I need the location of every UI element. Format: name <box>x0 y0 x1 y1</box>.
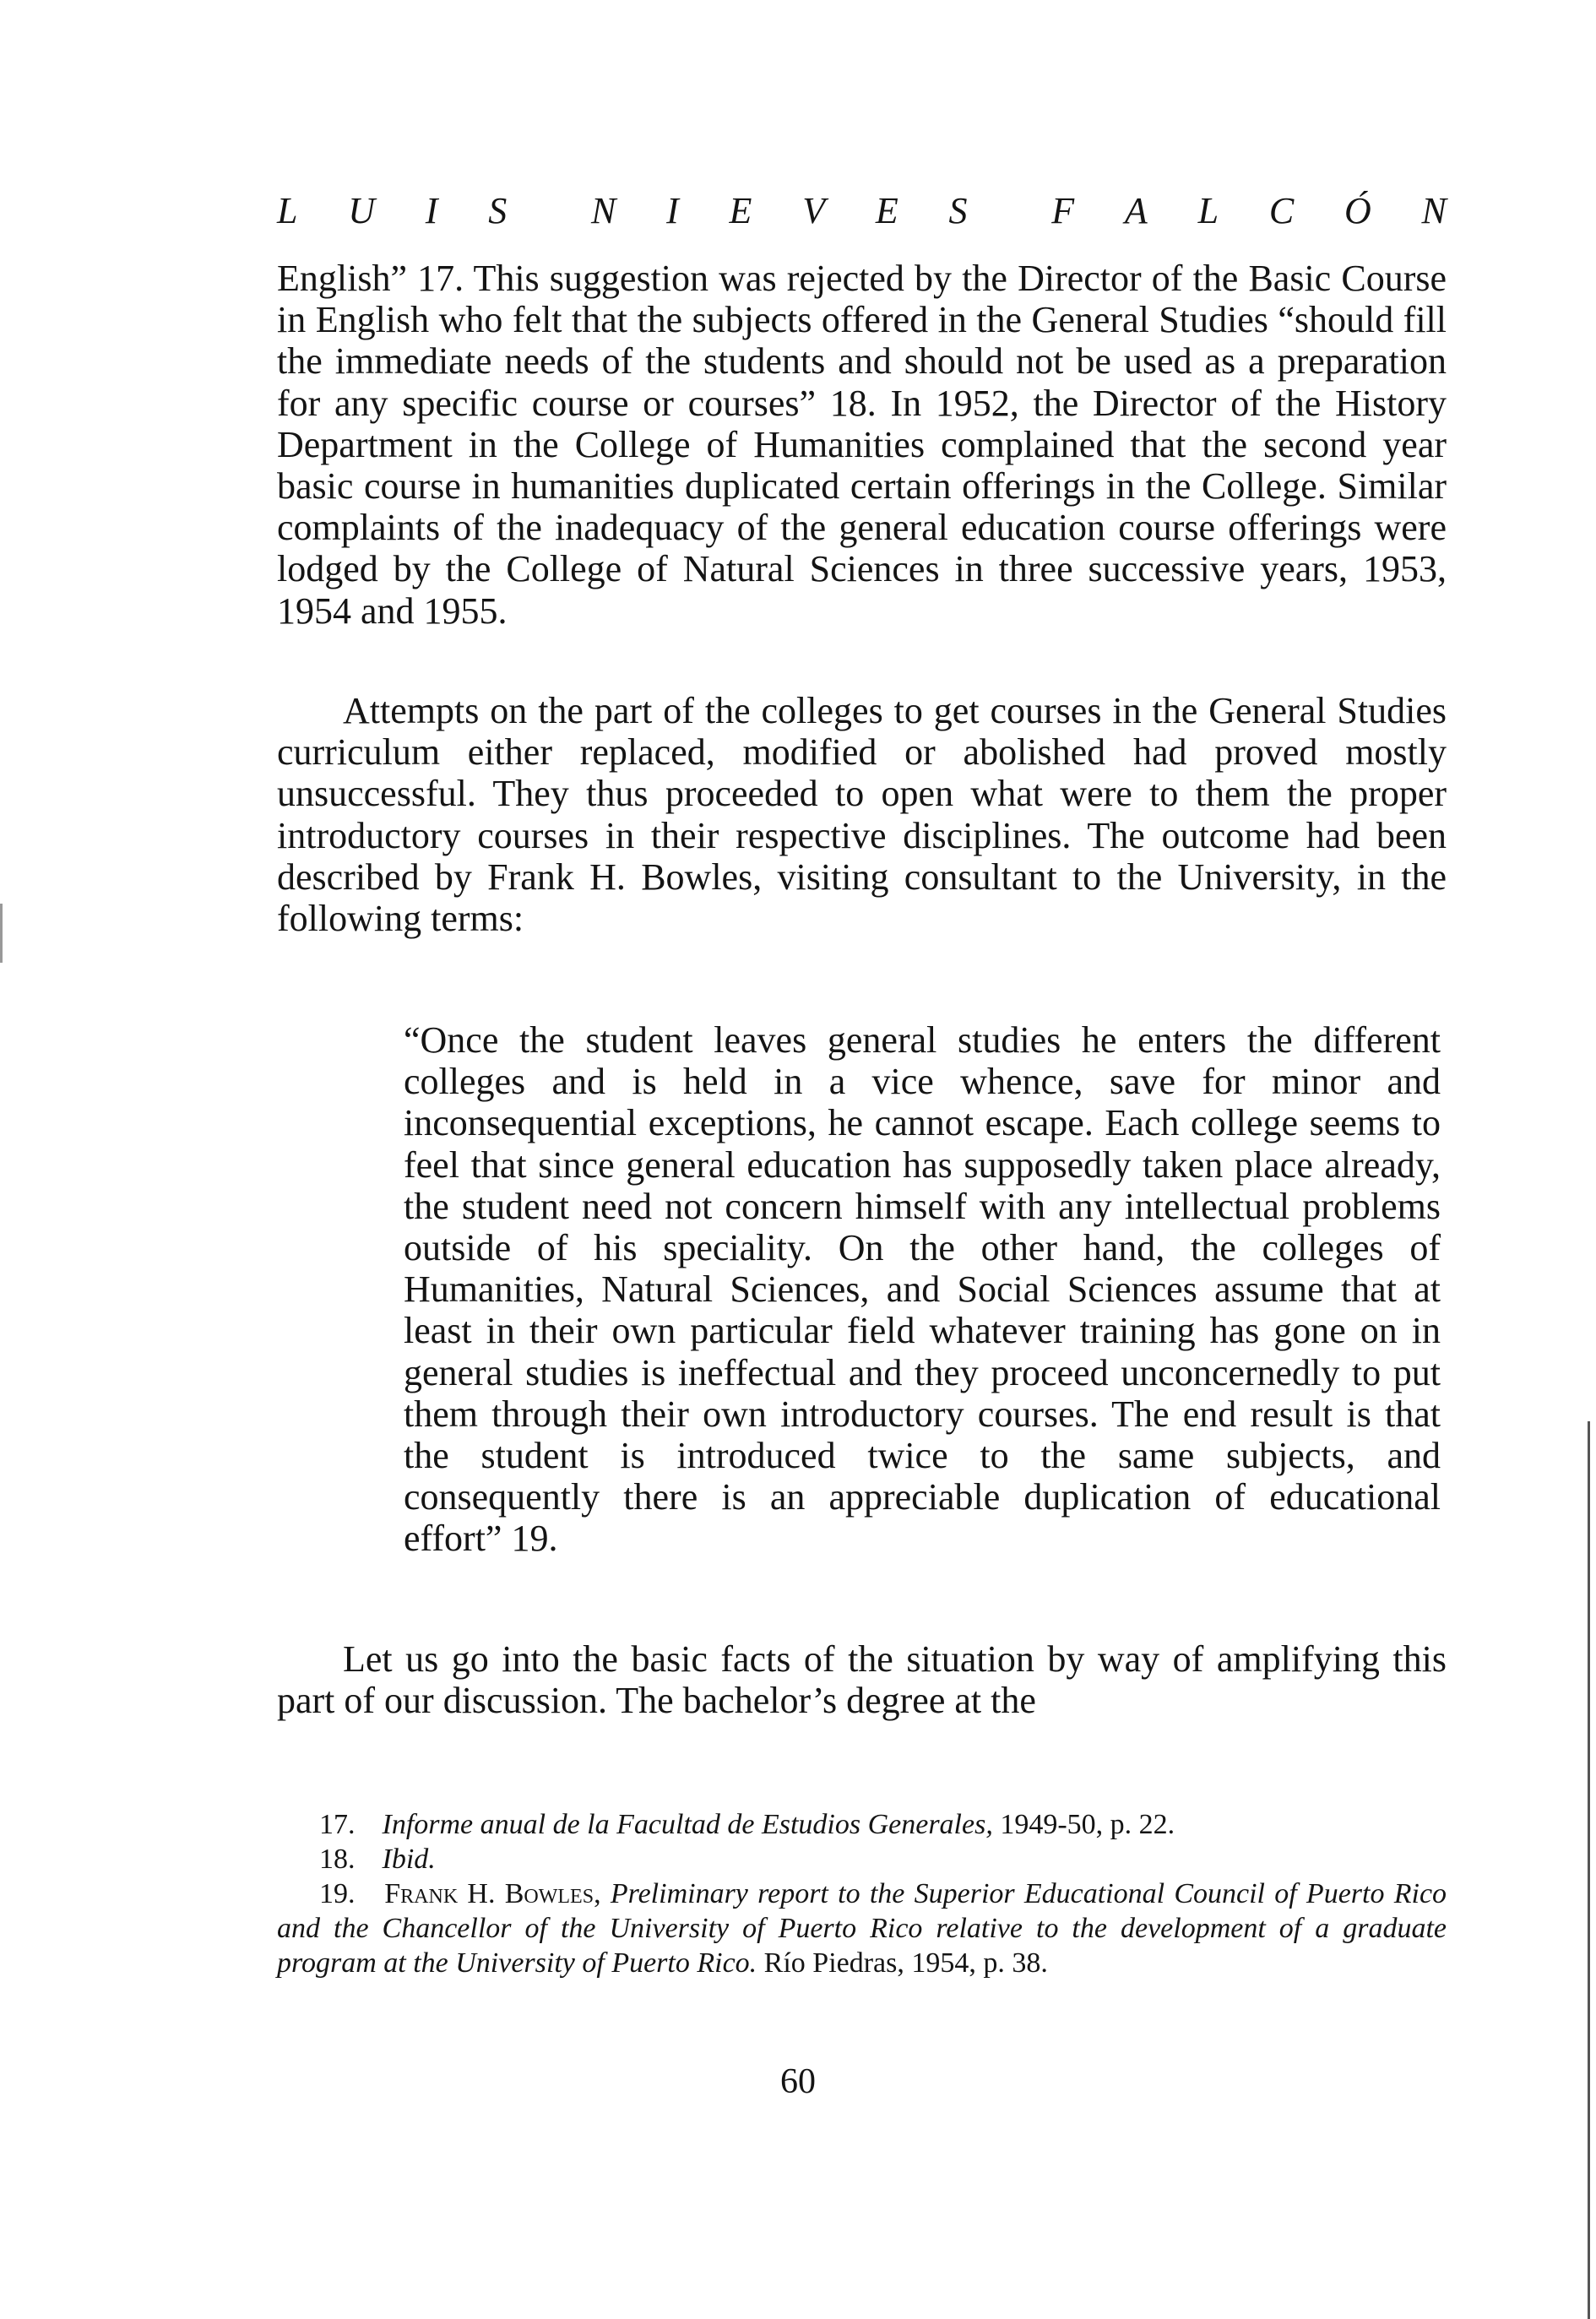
header-letter: V <box>802 190 826 231</box>
header-letter: C <box>1268 190 1295 231</box>
footnote-number: 19. <box>319 1878 356 1909</box>
block-quote: “Once the student leaves general studies he enters the different colleges and is held in a vice whence, save for minor and inconsequential exceptions, he cannot escape. Each college seems to feel that since general education has supposedly taken place already, the student need not concern himself with any intellectual problems outside of his speciality. On the other hand, the colleges of Humanities, Natural Sciences, and Social Sciences assume that at least in their own particular field whatever training has gone on in general studies is ineffectual and they proceed unconcernedly to put them through their own introductory courses. The end result is that the student is introduced twice to the same subjects, and consequently there is an appreciable duplication of educational effort” 19. <box>404 1019 1441 1560</box>
body-paragraph-2: Attempts on the part of the colleges to get courses in the General Studies curriculum either replaced, modified or abolished had proved mostly unsuccessful. They thus proceeded to open what were to them the proper introductory courses in their respective disciplines. The outcome had been described by Frank H. Bowles, visiting consultant to the University, in the following terms: <box>277 690 1447 940</box>
header-letter: E <box>875 190 898 231</box>
header-letter: L <box>1197 190 1219 231</box>
header-letter: Ó <box>1344 190 1371 231</box>
footnotes <box>277 1807 1447 1980</box>
footnote-citation: 1949-50, p. 22. <box>992 1809 1175 1840</box>
header-letter: I <box>666 190 679 231</box>
footnote-title: Ibid. <box>382 1844 436 1875</box>
footnote-18 <box>277 1842 1447 1876</box>
scan-edge-line <box>1588 1421 1590 2319</box>
header-letter: A <box>1124 190 1148 231</box>
header-letter: L <box>277 190 298 231</box>
header-letter: S <box>488 190 508 231</box>
footnote-title: Preliminary report to the Superior Educational Council of Puerto Rico and the Chancellor of the University of Puerto Rico relative to the development of a graduate program at the University of Puerto Rico. <box>277 1878 1447 1979</box>
header-letter: N <box>590 190 616 231</box>
page-number: 60 <box>780 2062 816 2101</box>
footnote-author: Frank H. Bowles, <box>384 1878 601 1909</box>
header-letter: S <box>948 190 968 231</box>
header-letter: F <box>1051 190 1075 231</box>
footnote-19 <box>277 1876 1447 1980</box>
running-header <box>277 187 1447 235</box>
body-paragraph-1: English” 17. This suggestion was rejected by the Director of the Basic Course in English who felt that the subjects offered in the General Studies “should fill the immediate needs of the students and should not be used as a preparation for any specific course or courses” 18. In 1952, the Director of the History Department in the College of Humanities complained that the second year basic course in humanities duplicated certain offerings in the College. Similar complaints of the inadequacy of the general education course offerings were lodged by the College of Natural Sciences in three successive years, 1953, 1954 and 1955. <box>277 258 1447 632</box>
footnote-title: Informe anual de la Facultad de Estudios Generales, <box>382 1809 993 1840</box>
header-letter: U <box>348 190 376 231</box>
footnote-citation: Río Piedras, 1954, p. 38. <box>757 1947 1048 1979</box>
footnote-number: 17. <box>319 1809 356 1840</box>
header-letter: E <box>729 190 752 231</box>
header-letter: I <box>425 190 438 231</box>
header-letter: N <box>1421 190 1447 231</box>
body-paragraph-3: Let us go into the basic facts of the situation by way of amplifying this part of our discussion. The bachelor’s degree at the <box>277 1638 1447 1722</box>
footnote-number: 18. <box>319 1844 356 1875</box>
footnote-17 <box>277 1807 1447 1842</box>
scan-edge-mark <box>0 904 3 963</box>
